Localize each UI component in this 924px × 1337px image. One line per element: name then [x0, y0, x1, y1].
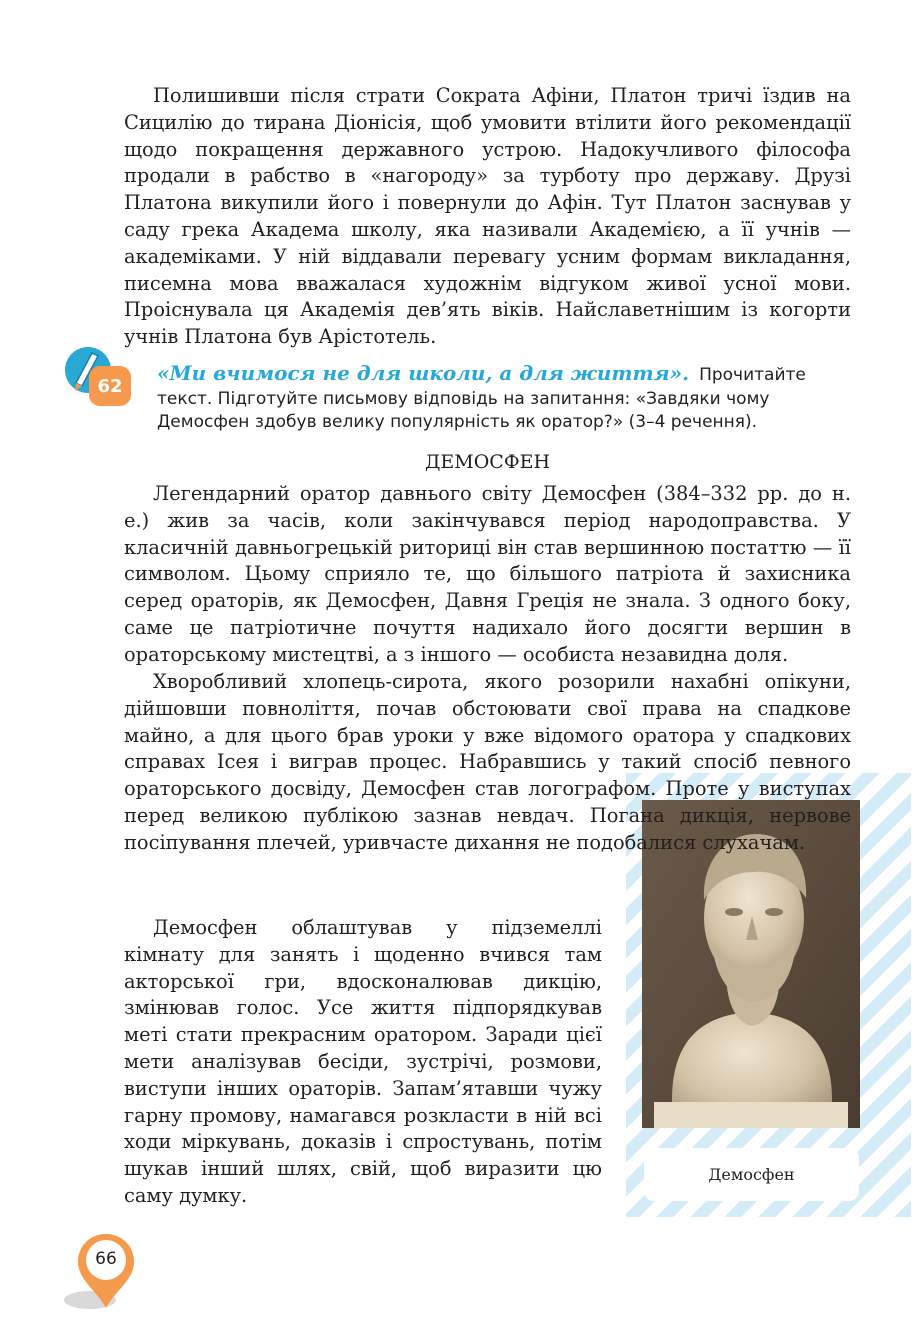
task-block	[157, 362, 857, 435]
paragraph-plato-academy: Полишивши після страти Сократа Афіни, Платон тричі їздив на Сицилію до тирана Діонісія, щоб умовити втілити його рекомендації щодо покращення державного устрою. Надокучливого філософа продали в рабство в «нагороду» за турботу про державу. Друзі Платона викупили його і повернули до Афін. Тут Платон заснував у саду грека Академа школу, яка називали Академією, а її учнів — академіками. У ній віддавали перевагу усним формам викладання, писемна мова вважалася художнім відгуком живої усної мови. Проіснувала ця Академія дев’ять віків. Найславетнішим із когорти учнів Платона був Арістотель.	[124, 84, 851, 349]
paragraph-demosthenes-training: Демосфен облаштував у підземеллі кімнату для занять і щоденно вчився там акторської гри, вдосконалював дикцію, змінював голос. Усе життя підпорядкував меті стати прекрасним оратором. Заради цієї мети аналізував бесіди, зустрічі, розмови, виступи інших ораторів. Запам’ятавши чужу гарну промову, намагався розкласти в ній всі ходи міркувань, доказів і спростувань, потім шукав інший шлях, свій, щоб виразити цю саму думку.	[124, 916, 602, 1207]
text-title: ДЕМОСФЕН	[424, 451, 551, 473]
task-instruction: Прочитайте текст. Підготуйте письмову відповідь на запитання: «Завдяки чому Демосфен здобув велику популярність як оратор?» (3–4 речення).	[157, 365, 806, 432]
paragraph-demosthenes-youth: Хворобливий хлопець-сирота, якого розорили нахабні опікуни, дійшовши повноліття, почав обстоювати свої права на спадкове майно, а для цього брав уроки у вже відомого оратора у спадкових справах Ісея і виграв процес. Набравшись у такий спосіб певного ораторського досвіду, Демосфен став логографом. Проте у виступах перед великою публікою зазнав невдач. Погана дикція, нервове посіпування плечей, уривчасте дихання не подобалися слухачам.	[124, 670, 851, 854]
figure-caption: Демосфен	[644, 1148, 859, 1201]
task-number-badge: 62	[89, 366, 131, 406]
page-number: 66	[95, 1249, 117, 1269]
task-title: «Ми вчимося не для школи, а для життя».	[157, 361, 690, 385]
paragraph-demosthenes-intro: Легендарний оратор давнього світу Демосфен (384–332 рр. до н. е.) жив за часів, коли закінчувався період народоправства. У класичній давньогрецькій риториці він став вершинною постаттю — її символом. Цьому сприяло те, що більшого патріота й захисника серед ораторів, як Демосфен, Давня Греція не знала. З одного боку, саме це патріотичне почуття надихало його досягти вершин в ораторському мистецтві, а з іншого — особиста незавидна доля.	[124, 482, 851, 666]
